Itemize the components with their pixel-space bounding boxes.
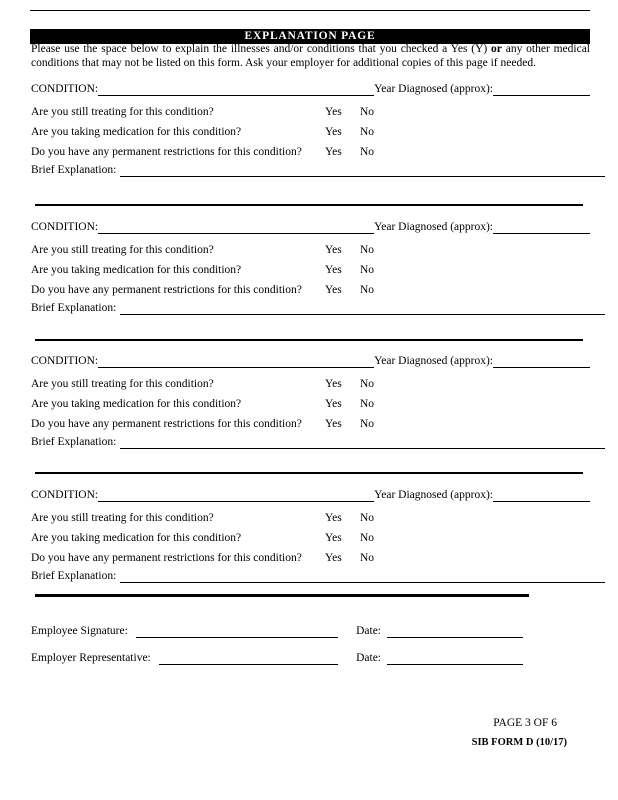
question-row (31, 283, 605, 298)
brief-explanation-field[interactable] (120, 570, 605, 583)
page-title-bar (30, 29, 590, 44)
condition-section-3 (31, 354, 605, 450)
question-row (31, 531, 605, 546)
condition-section-2 (31, 220, 605, 316)
section-divider (35, 472, 583, 474)
condition-label: CONDITION: (31, 221, 99, 233)
yes-option[interactable]: Yes (325, 284, 342, 296)
intro-text-2: any other medical conditions that may not be listed on this form. Ask your employer for additional copies of this page if needed. (31, 43, 590, 69)
question-row (31, 511, 605, 526)
condition-field[interactable] (98, 489, 374, 502)
year-diagnosed-label: Year Diagnosed (approx): (374, 83, 493, 95)
question-label: Are you still treating for this condition? (31, 512, 214, 524)
question-row (31, 243, 605, 258)
question-label: Are you taking medication for this condition? (31, 532, 242, 544)
question-label: Are you taking medication for this condition? (31, 264, 242, 276)
no-option[interactable]: No (360, 264, 375, 276)
brief-explanation-row (31, 163, 605, 177)
year-diagnosed-field[interactable] (493, 83, 590, 96)
year-diagnosed-field[interactable] (493, 221, 590, 234)
brief-explanation-field[interactable] (120, 436, 605, 449)
no-option[interactable]: No (360, 378, 375, 390)
no-option[interactable]: No (360, 552, 375, 564)
top-rule (30, 10, 590, 11)
condition-label: CONDITION: (31, 355, 99, 367)
question-row (31, 417, 605, 432)
yes-option[interactable]: Yes (325, 126, 342, 138)
condition-label: CONDITION: (31, 489, 99, 501)
no-option[interactable]: No (360, 532, 375, 544)
question-label: Are you taking medication for this condition? (31, 398, 242, 410)
condition-field[interactable] (98, 221, 374, 234)
question-label: Are you taking medication for this condition? (31, 126, 242, 138)
question-row (31, 105, 605, 120)
question-label: Do you have any permanent restrictions for this condition? (31, 418, 302, 430)
year-diagnosed-label: Year Diagnosed (approx): (374, 221, 493, 233)
brief-explanation-row (31, 435, 605, 449)
question-row (31, 263, 605, 278)
yes-option[interactable]: Yes (325, 512, 342, 524)
employer-representative-row (31, 651, 523, 665)
question-label: Are you still treating for this condition? (31, 378, 214, 390)
brief-explanation-label: Brief Explanation: (31, 570, 117, 582)
yes-option[interactable]: Yes (325, 398, 342, 410)
condition-row (31, 220, 590, 234)
condition-row (31, 488, 590, 502)
brief-explanation-label: Brief Explanation: (31, 436, 117, 448)
intro-text-1: Please use the space below to explain the illnesses and/or conditions that you checked a Yes (Y) (31, 43, 492, 55)
condition-label: CONDITION: (31, 83, 99, 95)
yes-option[interactable]: Yes (325, 146, 342, 158)
year-diagnosed-field[interactable] (493, 489, 590, 502)
employer-date-field[interactable] (387, 652, 523, 665)
question-label: Are you still treating for this condition? (31, 106, 214, 118)
brief-explanation-row (31, 569, 605, 583)
no-option[interactable]: No (360, 512, 375, 524)
brief-explanation-row (31, 301, 605, 315)
no-option[interactable]: No (360, 126, 375, 138)
brief-explanation-label: Brief Explanation: (31, 164, 117, 176)
employer-representative-field[interactable] (159, 652, 338, 665)
question-row (31, 125, 605, 140)
question-label: Do you have any permanent restrictions for this condition? (31, 284, 302, 296)
condition-row (31, 82, 590, 96)
no-option[interactable]: No (360, 398, 375, 410)
condition-section-1 (31, 82, 605, 178)
year-diagnosed-label: Year Diagnosed (approx): (374, 489, 493, 501)
year-diagnosed-label: Year Diagnosed (approx): (374, 355, 493, 367)
yes-option[interactable]: Yes (325, 106, 342, 118)
condition-field[interactable] (98, 83, 374, 96)
question-row (31, 551, 605, 566)
yes-option[interactable]: Yes (325, 532, 342, 544)
yes-option[interactable]: Yes (325, 552, 342, 564)
brief-explanation-field[interactable] (120, 302, 605, 315)
yes-option[interactable]: Yes (325, 418, 342, 430)
no-option[interactable]: No (360, 284, 375, 296)
no-option[interactable]: No (360, 146, 375, 158)
question-label: Do you have any permanent restrictions for this condition? (31, 552, 302, 564)
employee-signature-field[interactable] (136, 625, 338, 638)
signature-divider (35, 594, 529, 597)
employee-signature-row (31, 624, 523, 638)
question-row (31, 377, 605, 392)
section-divider (35, 204, 583, 206)
condition-field[interactable] (98, 355, 374, 368)
no-option[interactable]: No (360, 418, 375, 430)
no-option[interactable]: No (360, 106, 375, 118)
brief-explanation-label: Brief Explanation: (31, 302, 117, 314)
form-code: SIB FORM D (10/17) (471, 737, 567, 748)
employer-representative-label: Employer Representative: (31, 652, 151, 664)
date-label: Date: (356, 625, 381, 637)
condition-section-4 (31, 488, 605, 584)
yes-option[interactable]: Yes (325, 378, 342, 390)
question-row (31, 145, 605, 160)
intro-paragraph (31, 43, 590, 70)
year-diagnosed-field[interactable] (493, 355, 590, 368)
intro-text-bold: or (491, 43, 502, 55)
question-row (31, 397, 605, 412)
section-divider (35, 339, 583, 341)
employee-date-field[interactable] (387, 625, 523, 638)
brief-explanation-field[interactable] (120, 164, 605, 177)
no-option[interactable]: No (360, 244, 375, 256)
page-title: EXPLANATION PAGE (244, 30, 376, 42)
question-label: Are you still treating for this condition? (31, 244, 214, 256)
question-label: Do you have any permanent restrictions for this condition? (31, 146, 302, 158)
page-number: PAGE 3 OF 6 (493, 717, 557, 729)
yes-option[interactable]: Yes (325, 244, 342, 256)
yes-option[interactable]: Yes (325, 264, 342, 276)
date-label: Date: (356, 652, 381, 664)
condition-row (31, 354, 590, 368)
employee-signature-label: Employee Signature: (31, 625, 128, 637)
